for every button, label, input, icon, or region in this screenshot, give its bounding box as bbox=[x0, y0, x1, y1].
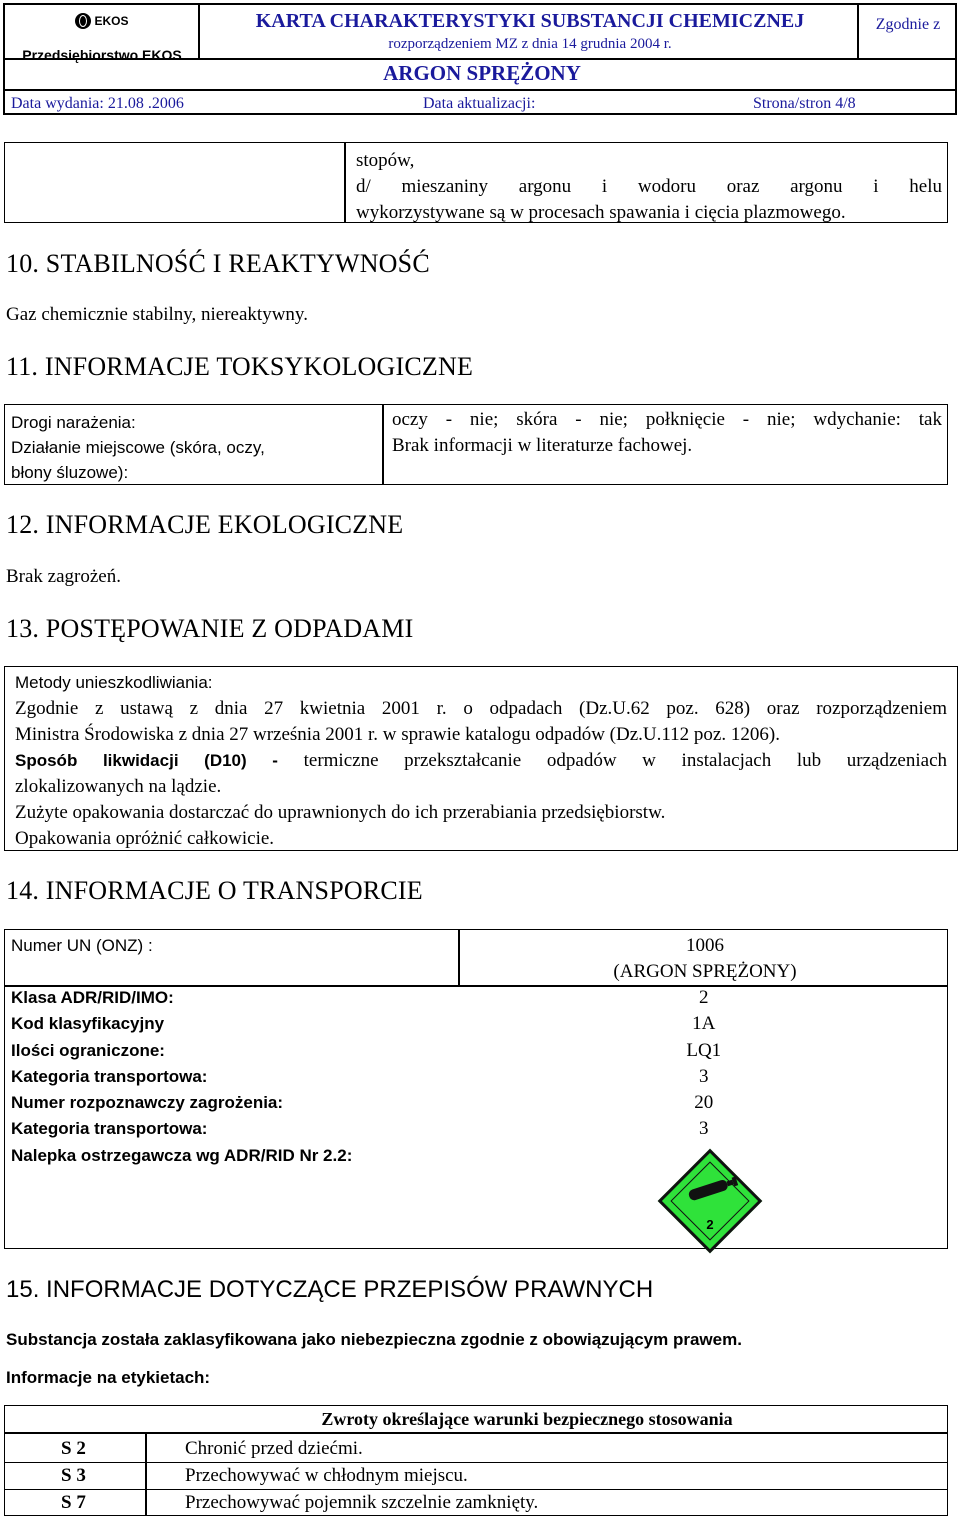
section-14-heading: 14. INFORMACJE O TRANSPORCIE bbox=[6, 876, 423, 905]
toxicology-table bbox=[4, 404, 948, 485]
section-13-heading: 13. POSTĘPOWANIE Z ODPADAMI bbox=[6, 614, 414, 643]
local-effect-label: Działanie miejscowe (skóra, oczy, bbox=[11, 438, 265, 457]
issue-date: Data wydania: 21.08 .2006 bbox=[11, 95, 184, 112]
section-15-heading: 15. INFORMACJE DOTYCZĄCE PRZEPISÓW PRAWNYCH bbox=[6, 1276, 654, 1303]
safety-phrases-rows bbox=[5, 1435, 945, 1516]
transport-row: Numer rozpoznawczy zagrożenia: 20 bbox=[11, 1092, 714, 1114]
table-row: S 7 Przechowywać pojemnik szczelnie zamknięty. bbox=[61, 1492, 539, 1513]
local-effect-value: Brak informacji w literaturze fachowej. bbox=[392, 435, 693, 456]
hazard-label-2-2 bbox=[658, 1149, 762, 1253]
logo-text: EKOS bbox=[94, 14, 129, 28]
transport-row: Klasa ADR/RID/IMO: 2 bbox=[11, 987, 709, 1008]
document-header bbox=[3, 3, 957, 115]
substance-name: ARGON SPRĘŻONY bbox=[383, 61, 581, 85]
table-row: S 2 Chronić przed dziećmi. bbox=[61, 1438, 363, 1459]
toxicology-values bbox=[392, 407, 942, 459]
disposal-methods-label: Metody unieszkodliwiania: bbox=[15, 673, 213, 692]
transport-row: Kategoria transportowa: 3 bbox=[11, 1118, 709, 1140]
update-date: Data aktualizacji: bbox=[423, 95, 536, 112]
classification-statement: Substancja została zaklasyfikowana jako niebezpieczna zgodnie z obowiązującym prawem. bbox=[6, 1330, 742, 1349]
table-row: S 3 Przechowywać w chłodnym miejscu. bbox=[61, 1465, 468, 1486]
un-number-value: 1006 (ARGON SPRĘŻONY) bbox=[613, 935, 797, 982]
page-number: Strona/stron 4/8 bbox=[753, 95, 856, 112]
compliance-label: Zgodnie z bbox=[875, 16, 941, 33]
transport-row bbox=[11, 1143, 943, 1169]
stability-text: Gaz chemicznie stabilny, niereaktywny. bbox=[6, 304, 308, 325]
continuation-table bbox=[4, 142, 948, 223]
ecology-text: Brak zagrożeń. bbox=[6, 566, 121, 587]
toxicology-labels: Drogi narażenia: Działanie miejscowe (skóra, oczy, błony śluzowe): bbox=[11, 410, 265, 485]
waste-text: Metody unieszkodliwiania: Zgodnie z ustawą z dnia 27 kwietnia 2001 r. o odpadach (Dz.U.62 poz. 628) oraz rozporządzeniem Ministra Środowiska z dnia 27 września 2001 r. w sprawie katalogu odpadów (Dz.U.112 poz. 1206). Sposób likwidacji (D10) - termiczne przekształcanie odpadów w instalacjach lub urządzeniach zlokalizowanych na lądzie. Zużyte opakowania dostarczać do uprawnionych do ich przerabiania przedsiębiorstw. Opakowania opróżnić całkowicie. bbox=[15, 670, 947, 852]
transport-rows bbox=[11, 985, 943, 1169]
continuation-text: stopów, d/ mieszaniny argonu i wodoru oraz argonu i helu wykorzystywane są w procesach spawania i cięcia plazmowego. bbox=[356, 150, 942, 223]
exposure-routes-value: oczy - nie; skóra - nie; połknięcie - nie; wdychanie: tak bbox=[392, 409, 942, 430]
transport-row: Kod klasyfikacyjny 1A bbox=[11, 1013, 716, 1035]
regulation-reference: rozporządzeniem MZ z dnia 14 grudnia 2004 r. bbox=[388, 36, 672, 52]
hazard-class-number: 2 bbox=[706, 1217, 714, 1232]
section-10-heading: 10. STABILNOŚĆ I REAKTYWNOŚĆ bbox=[6, 249, 430, 278]
transport-row: Kategoria transportowa: 3 bbox=[11, 1065, 709, 1087]
document-title: KARTA CHARAKTERYSTYKI SUBSTANCJI CHEMICZNEJ bbox=[255, 10, 805, 32]
transport-row: Ilości ograniczone: LQ1 bbox=[11, 1039, 722, 1061]
exposure-routes-label: Drogi narażenia: bbox=[11, 413, 136, 432]
globe-icon bbox=[75, 13, 91, 29]
disposal-method-line: Sposób likwidacji (D10) - termiczne przekształcanie odpadów w instalacjach lub urządzeniach bbox=[15, 750, 948, 771]
un-number-label: Numer UN (ONZ) : bbox=[11, 936, 153, 955]
company-block bbox=[9, 13, 195, 63]
section-11-heading: 11. INFORMACJE TOKSYKOLOGICZNE bbox=[6, 352, 474, 381]
gas-cylinder-icon bbox=[658, 1149, 762, 1253]
company-logo bbox=[75, 13, 128, 29]
warning-label-row: Nalepka ostrzegawcza wg ADR/RID Nr 2.2: bbox=[11, 1145, 353, 1165]
section-12-heading: 12. INFORMACJE EKOLOGICZNE bbox=[6, 510, 404, 539]
company-name: Przedsiębiorstwo EKOS bbox=[22, 47, 182, 63]
waste-table bbox=[4, 666, 958, 851]
safety-phrases-header: Zwroty określające warunki bezpiecznego stosowania bbox=[321, 1409, 733, 1429]
transport-table bbox=[4, 929, 948, 1249]
label-info-heading: Informacje na etykietach: bbox=[6, 1368, 211, 1387]
safety-phrases-table bbox=[4, 1405, 948, 1516]
